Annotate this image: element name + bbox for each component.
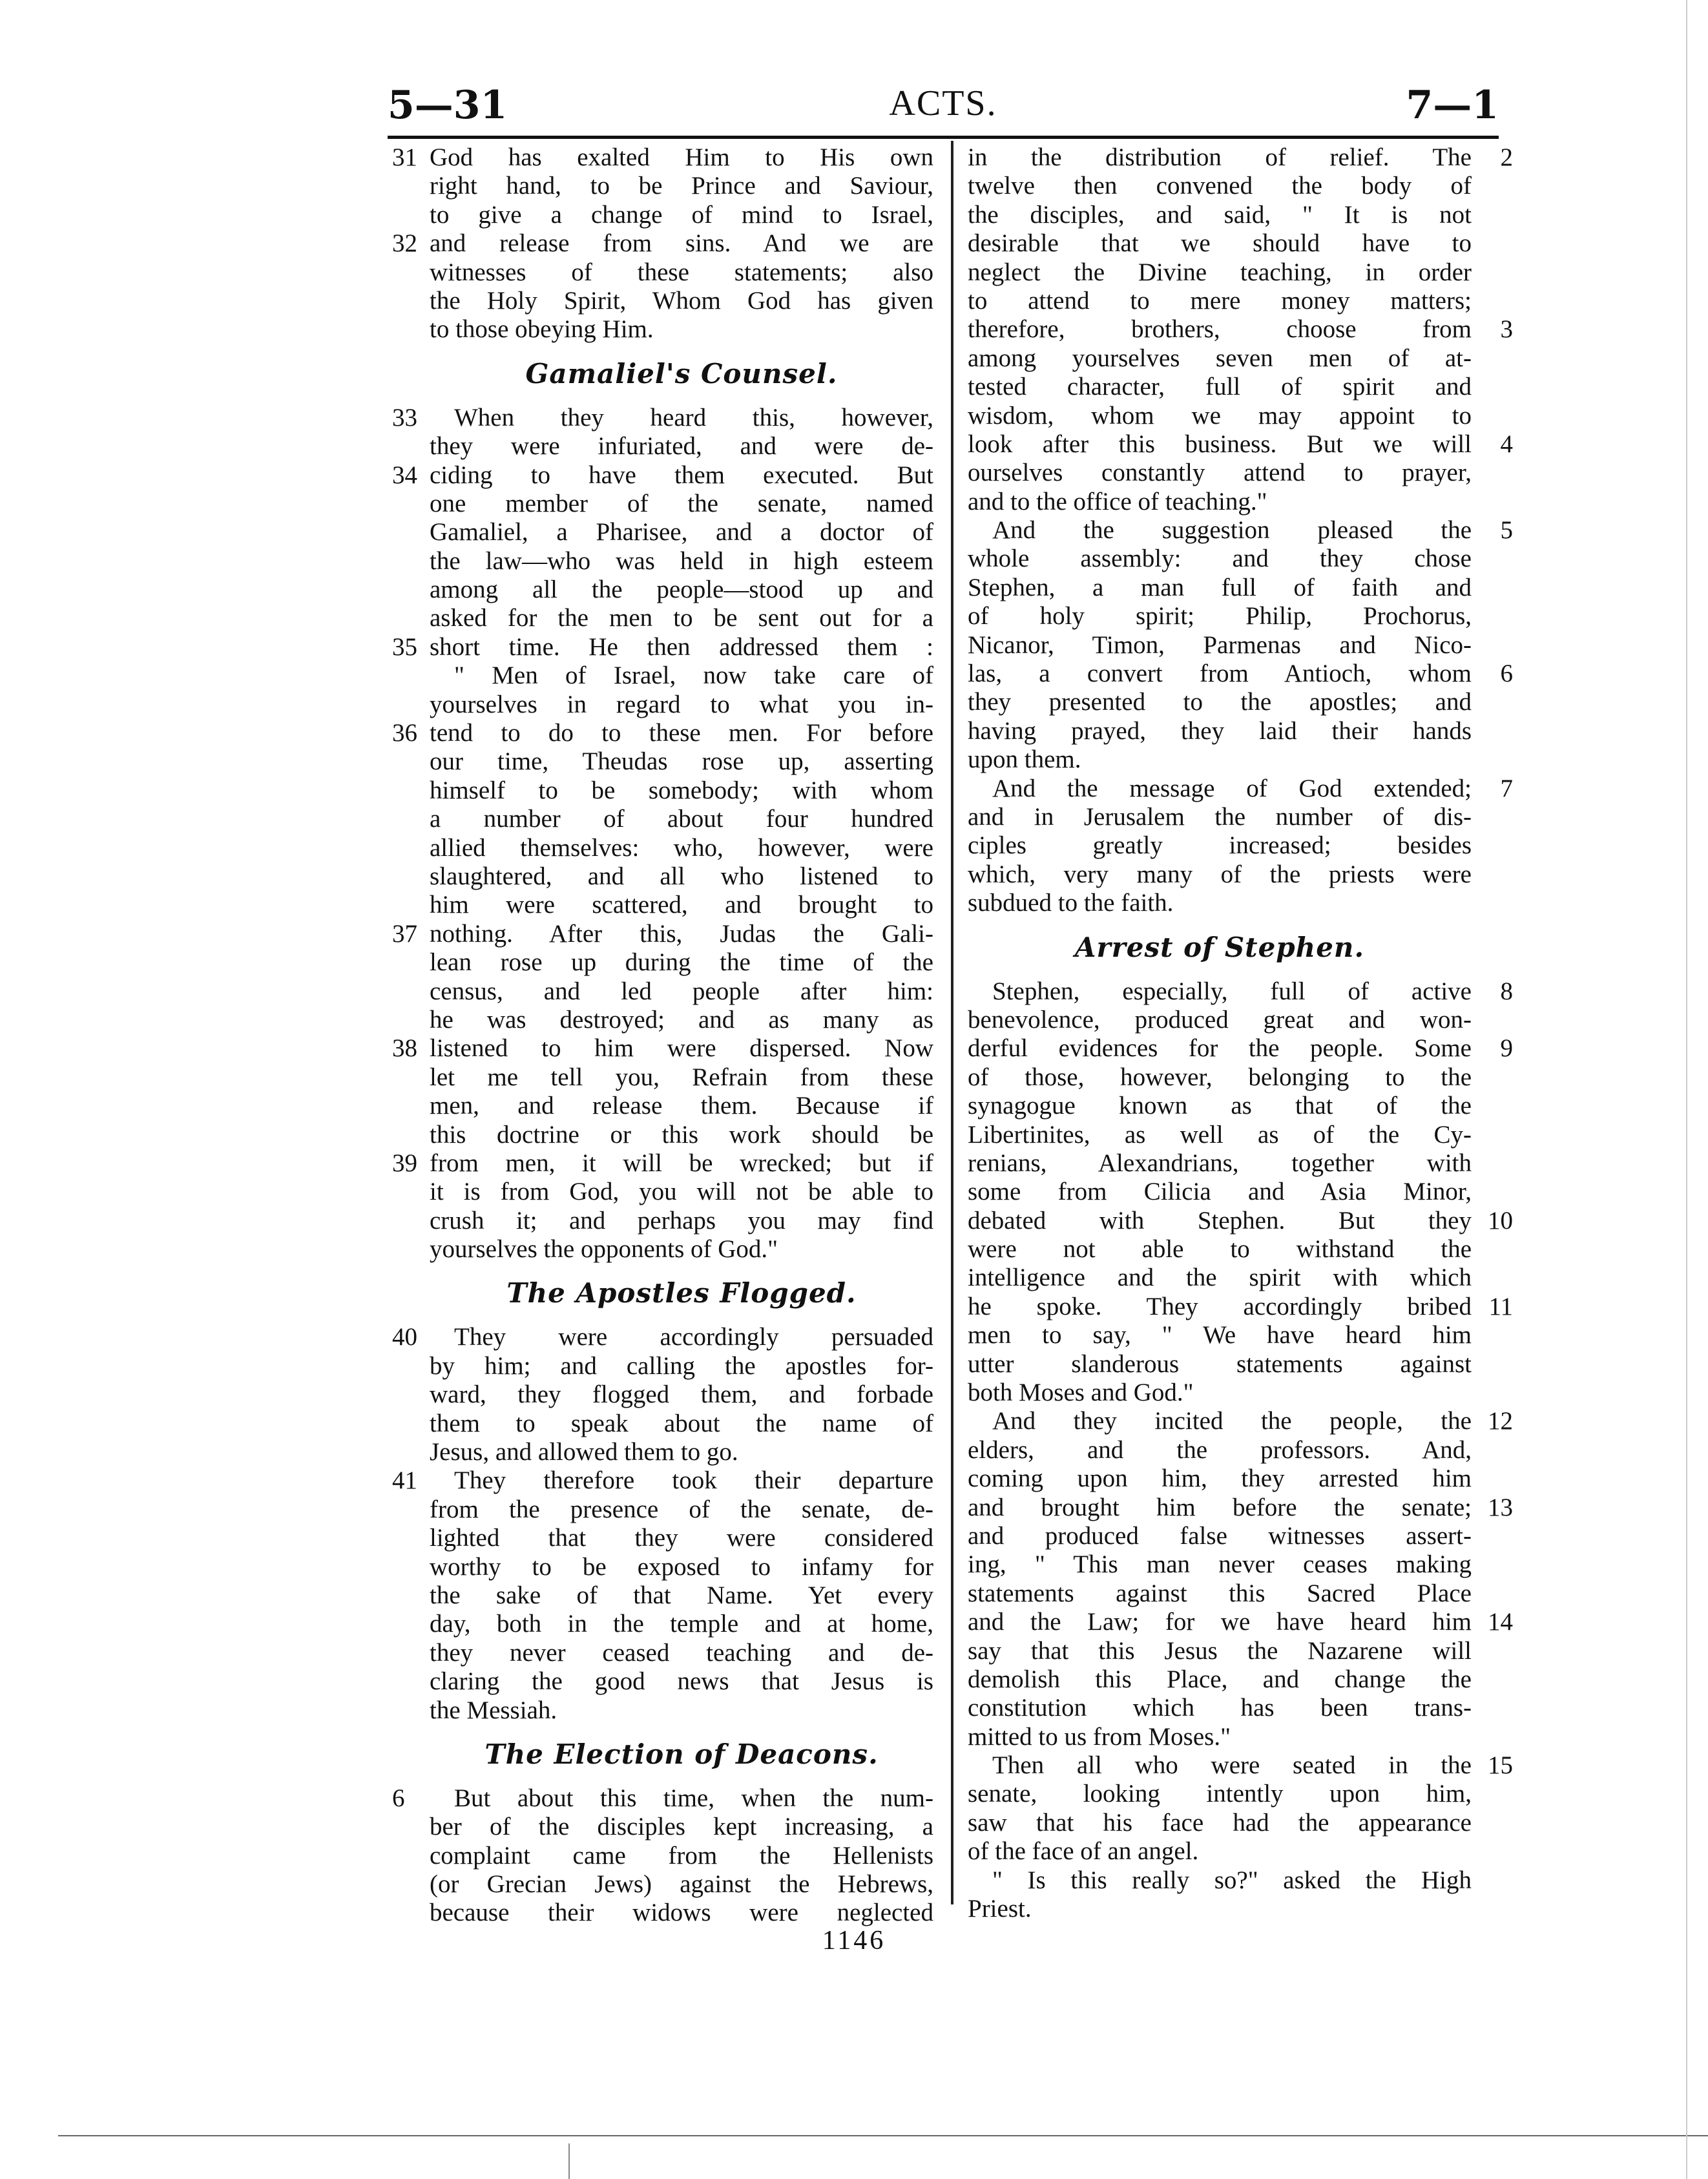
line-text: lighted that they were considered	[430, 1524, 933, 1552]
section-heading: The Apostles Flogged.	[506, 1277, 857, 1309]
text-line	[968, 574, 1472, 602]
line-text: saw that his face had the appearance	[968, 1808, 1472, 1837]
text-line	[430, 1842, 933, 1870]
verse-number: 36	[392, 719, 417, 747]
line-text: because their widows were neglected	[430, 1899, 933, 1927]
line-text: statements against this Sacred Place	[968, 1579, 1472, 1607]
line-text: ward, they flogged them, and forbade	[430, 1381, 933, 1409]
line-text: men to say, " We have heard him	[968, 1321, 1472, 1350]
text-line	[968, 977, 1513, 1006]
text-line	[430, 1235, 933, 1264]
line-text: benevolence, produced great and won-	[968, 1005, 1472, 1034]
text-line	[430, 948, 933, 977]
text-line	[968, 229, 1472, 258]
line-text: they were infuriated, and were de-	[430, 432, 933, 461]
text-line	[392, 229, 933, 258]
text-line	[968, 1063, 1472, 1092]
text-line	[968, 774, 1513, 803]
verse-number: 5	[1500, 516, 1513, 545]
line-text: of the face of an angel.	[968, 1837, 1199, 1866]
text-line	[392, 1034, 933, 1063]
line-text: and release from sins. And we are	[430, 229, 933, 258]
text-line	[430, 747, 933, 776]
line-text: Libertinites, as well as of the Cy-	[968, 1120, 1472, 1149]
verse-number: 34	[392, 461, 417, 489]
text-line	[968, 1264, 1472, 1292]
line-text: to give a change of mind to Israel,	[430, 200, 933, 229]
text-line	[968, 1637, 1472, 1665]
line-text: him were scattered, and brought to	[430, 891, 933, 919]
line-text: claring the good news that Jesus is	[430, 1667, 933, 1696]
text-line	[968, 688, 1472, 716]
line-text: senate, looking intently upon him,	[968, 1780, 1472, 1808]
line-text: Nicanor, Timon, Parmenas and Nico-	[968, 631, 1472, 659]
verse-number: 31	[392, 143, 417, 171]
verse-number: 33	[392, 403, 417, 432]
page-number: 1146	[822, 1926, 886, 1955]
line-text: and in Jerusalem the number of dis-	[968, 802, 1472, 831]
text-line	[968, 1580, 1472, 1608]
text-line	[430, 777, 933, 805]
line-text: They were accordingly persuaded	[454, 1323, 933, 1351]
text-line	[968, 344, 1472, 373]
text-line	[430, 691, 933, 719]
text-line	[968, 1866, 1472, 1895]
line-text: allied themselves: who, however, were	[430, 833, 933, 862]
text-line	[392, 1784, 933, 1813]
line-text: by him; and calling the apostles for-	[430, 1351, 933, 1380]
section-heading: Arrest of Stephen.	[1074, 931, 1365, 963]
header-rule	[388, 136, 1499, 139]
verse-number: 41	[392, 1466, 417, 1495]
text-line	[430, 604, 933, 632]
line-text: tested character, full of spirit and	[968, 373, 1472, 401]
line-text: both Moses and God."	[968, 1379, 1194, 1407]
text-line	[430, 1610, 933, 1638]
line-text: they presented to the apostles; and	[968, 688, 1472, 716]
text-line	[430, 891, 933, 919]
text-line	[392, 719, 933, 747]
line-text: of holy spirit; Philip, Prochorus,	[968, 602, 1472, 631]
line-text: one member of the senate, named	[430, 489, 933, 517]
line-text: this doctrine or this work should be	[430, 1120, 933, 1149]
text-line	[430, 1207, 933, 1235]
text-line	[968, 1235, 1472, 1264]
line-text: yourselves in regard to what you in-	[430, 690, 933, 718]
header-chapter-verse-start: 5—31	[388, 83, 508, 128]
line-text: to those obeying Him.	[430, 315, 654, 344]
text-line	[968, 1694, 1472, 1722]
verse-number: 6	[392, 1784, 405, 1812]
line-text: among yourselves seven men of at-	[968, 344, 1472, 372]
text-line	[392, 461, 933, 490]
line-text: he was destroyed; and as many as	[430, 1005, 933, 1034]
line-text: " Is this really so?" asked the High	[992, 1866, 1472, 1894]
line-text: subdued to the faith.	[968, 889, 1174, 917]
line-text: short time. He then addressed them :	[430, 632, 933, 661]
line-text: " Men of Israel, now take care of	[454, 662, 933, 690]
text-line	[968, 602, 1472, 631]
text-line	[430, 1813, 933, 1841]
text-line	[968, 831, 1472, 860]
text-line	[968, 1608, 1513, 1636]
text-line	[430, 1063, 933, 1092]
line-text: look after this business. But we will	[968, 430, 1472, 458]
text-line	[968, 1895, 1472, 1923]
text-line	[968, 373, 1472, 401]
line-text: the law—who was held in high esteem	[430, 547, 933, 575]
text-line	[968, 402, 1472, 430]
text-line	[430, 1006, 933, 1034]
text-line	[430, 1381, 933, 1409]
text-line	[392, 403, 933, 432]
text-line	[430, 172, 933, 200]
verse-number: 6	[1500, 660, 1513, 688]
line-text: ourselves constantly attend to prayer,	[968, 459, 1472, 487]
line-text: let me tell you, Refrain from these	[430, 1063, 933, 1091]
line-text: elders, and the professors. And,	[968, 1435, 1472, 1464]
text-line	[968, 717, 1472, 745]
text-line	[430, 287, 933, 315]
line-text: derful evidences for the people. Some	[968, 1034, 1472, 1063]
text-line	[430, 1178, 933, 1206]
verse-number: 2	[1500, 143, 1513, 171]
text-line	[430, 547, 933, 576]
line-text: Stephen, especially, full of active	[992, 977, 1472, 1005]
text-line	[968, 1522, 1472, 1550]
line-text: from men, it will be wrecked; but if	[430, 1149, 933, 1177]
text-line	[968, 1723, 1472, 1751]
right-column	[968, 143, 1513, 1923]
text-line	[968, 1407, 1513, 1435]
verse-number: 3	[1500, 315, 1513, 344]
line-text: And they incited the people, the	[992, 1407, 1472, 1435]
text-line	[430, 518, 933, 547]
line-text: crush it; and perhaps you may find	[430, 1206, 933, 1235]
text-line	[968, 1292, 1513, 1321]
line-text: (or Grecian Jews) against the Hebrews,	[430, 1870, 933, 1899]
line-text: slaughtered, and all who listened to	[430, 862, 933, 890]
text-line	[392, 1323, 933, 1351]
text-line	[968, 1206, 1513, 1235]
text-line	[430, 1696, 933, 1725]
line-text: men, and release them. Because if	[430, 1092, 933, 1120]
text-line	[430, 1667, 933, 1696]
line-text: upon them.	[968, 745, 1081, 774]
line-text: When they heard this, however,	[454, 403, 933, 432]
text-line	[430, 1639, 933, 1667]
line-text: Priest.	[968, 1895, 1032, 1923]
line-text: But about this time, when the num-	[454, 1784, 933, 1812]
text-line	[430, 1438, 933, 1466]
line-text: constitution which has been trans-	[968, 1694, 1472, 1722]
verse-number: 13	[1488, 1493, 1513, 1521]
line-text: Jesus, and allowed them to go.	[430, 1438, 738, 1466]
text-line	[968, 660, 1513, 688]
text-line	[430, 1121, 933, 1149]
text-line	[392, 919, 933, 948]
line-text: ing, " This man never ceases making	[968, 1550, 1472, 1579]
line-text: utter slanderous statements against	[968, 1350, 1472, 1378]
text-line	[430, 432, 933, 461]
line-text: whole assembly: and they chose	[968, 545, 1472, 573]
line-text: some from Cilicia and Asia Minor,	[968, 1178, 1472, 1206]
text-line	[392, 143, 933, 172]
verse-number: 37	[392, 919, 417, 948]
verse-number: 15	[1488, 1751, 1513, 1780]
line-text: the Messiah.	[430, 1696, 557, 1724]
text-line	[968, 201, 1472, 229]
line-text: they never ceased teaching and de-	[430, 1638, 933, 1667]
verse-number: 12	[1488, 1407, 1513, 1435]
text-line	[968, 545, 1472, 573]
text-line	[430, 315, 933, 344]
line-text: mitted to us from Moses."	[968, 1722, 1231, 1751]
text-line	[430, 977, 933, 1006]
text-line	[968, 143, 1513, 172]
text-line	[968, 1149, 1472, 1178]
line-text: the disciples, and said, " It is not	[968, 200, 1472, 229]
text-line	[430, 490, 933, 518]
line-text: Gamaliel, a Pharisee, and a doctor of	[430, 518, 933, 547]
verse-number: 7	[1500, 774, 1513, 802]
text-line	[968, 1493, 1513, 1522]
line-text: desirable that we should have to	[968, 229, 1472, 258]
text-line	[968, 1321, 1472, 1350]
line-text: it is from God, you will not be able to	[430, 1178, 933, 1206]
text-line	[392, 1466, 933, 1495]
line-text: from the presence of the senate, de-	[430, 1495, 933, 1523]
line-text: to attend to mere money matters;	[968, 286, 1472, 315]
line-text: They therefore took their departure	[454, 1466, 933, 1495]
line-text: God has exalted Him to His own	[430, 143, 933, 171]
line-text: among all the people—stood up and	[430, 576, 933, 604]
line-text: las, a convert from Antioch, whom	[968, 660, 1472, 688]
text-line	[968, 1436, 1472, 1465]
verse-number: 40	[392, 1323, 417, 1351]
line-text: day, both in the temple and at home,	[430, 1610, 933, 1638]
text-line	[392, 632, 933, 662]
line-text: and produced false witnesses assert-	[968, 1521, 1472, 1550]
line-text: tend to do to these men. For before	[430, 719, 933, 747]
line-text: synagogue known as that of the	[968, 1092, 1472, 1120]
header-chapter-verse-end: 7—1	[1406, 83, 1499, 128]
line-text: twelve then convened the body of	[968, 172, 1472, 200]
line-text: our time, Theudas rose up, asserting	[430, 747, 933, 776]
line-text: he spoke. They accordingly bribed	[968, 1292, 1472, 1320]
verse-number: 32	[392, 229, 417, 258]
line-text: the Holy Spirit, Whom God has given	[430, 286, 933, 315]
scan-edge-right	[1686, 0, 1687, 2179]
section-heading: Gamaliel's Counsel.	[525, 357, 838, 390]
line-text: worthy to be exposed to infamy for	[430, 1552, 933, 1581]
verse-number: 39	[392, 1149, 417, 1177]
line-text: ber of the disciples kept increasing, a	[430, 1813, 933, 1841]
text-line	[430, 662, 933, 690]
text-line	[968, 1751, 1513, 1780]
text-line	[430, 1352, 933, 1381]
text-line	[968, 1379, 1472, 1407]
section-heading: The Election of Deacons.	[484, 1738, 879, 1770]
line-text: asked for the men to be sent out for a	[430, 604, 933, 632]
line-text: and brought him before the senate;	[968, 1493, 1472, 1521]
line-text: yourselves the opponents of God."	[430, 1235, 778, 1264]
text-line	[968, 172, 1472, 200]
text-line	[430, 1524, 933, 1552]
scan-edge-line	[58, 2135, 1708, 2136]
line-text: witnesses of these statements; also	[430, 258, 933, 286]
text-line	[968, 1780, 1472, 1808]
line-text: and the Law; for we have heard him	[968, 1608, 1472, 1636]
text-line	[392, 1149, 933, 1178]
line-text: in the distribution of relief. The	[968, 143, 1472, 171]
line-text: wisdom, whom we may appoint to	[968, 401, 1472, 430]
text-line	[968, 1121, 1472, 1149]
line-text: demolish this Place, and change the	[968, 1665, 1472, 1693]
text-line	[430, 1870, 933, 1899]
verse-number: 11	[1488, 1292, 1513, 1320]
text-line	[968, 488, 1472, 516]
line-text: which, very many of the priests were	[968, 860, 1472, 888]
text-line	[430, 1553, 933, 1581]
line-text: having prayed, they laid their hands	[968, 716, 1472, 745]
text-line	[430, 834, 933, 862]
text-line	[430, 1581, 933, 1610]
text-line	[968, 1809, 1472, 1837]
line-text: lean rose up during the time of the	[430, 948, 933, 977]
line-text: listened to him were dispersed. Now	[430, 1034, 933, 1063]
verse-number: 4	[1500, 430, 1513, 458]
text-line	[968, 889, 1472, 917]
line-text: census, and led people after him:	[430, 977, 933, 1005]
scan-edge-tick	[568, 2143, 570, 2179]
text-line	[968, 258, 1472, 287]
line-text: say that this Jesus the Nazarene will	[968, 1636, 1472, 1665]
text-line	[968, 803, 1472, 831]
text-line	[968, 516, 1513, 545]
verse-number: 8	[1500, 977, 1513, 1005]
text-line	[968, 1178, 1472, 1206]
line-text: Then all who were seated in the	[992, 1751, 1472, 1780]
verse-number: 38	[392, 1034, 417, 1063]
line-text: coming upon him, they arrested him	[968, 1465, 1472, 1493]
text-line	[968, 1837, 1472, 1866]
verse-number: 9	[1500, 1034, 1513, 1063]
text-line	[968, 1665, 1472, 1694]
line-text: ciples greatly increased; besides	[968, 831, 1472, 860]
left-column	[392, 143, 933, 1928]
verse-number: 10	[1488, 1206, 1513, 1235]
text-line	[968, 860, 1472, 889]
column-divider	[951, 141, 953, 1904]
text-line	[430, 201, 933, 229]
text-line	[968, 1034, 1513, 1063]
line-text: complaint came from the Hellenists	[430, 1841, 933, 1870]
text-line	[430, 805, 933, 833]
text-line	[968, 315, 1513, 344]
text-line	[430, 1496, 933, 1524]
text-line	[968, 1350, 1472, 1379]
text-line	[968, 1092, 1472, 1120]
line-text: of those, however, belonging to the	[968, 1063, 1472, 1091]
text-line	[968, 745, 1472, 774]
text-line	[968, 430, 1513, 459]
text-line	[430, 576, 933, 604]
line-text: debated with Stephen. But they	[968, 1206, 1472, 1235]
line-text: renians, Alexandrians, together with	[968, 1149, 1472, 1177]
line-text: them to speak about the name of	[430, 1409, 933, 1437]
line-text: the sake of that Name. Yet every	[430, 1581, 933, 1609]
line-text: ciding to have them executed. But	[430, 461, 933, 489]
text-line	[968, 287, 1472, 315]
line-text: And the suggestion pleased the	[992, 516, 1472, 545]
line-text: were not able to withstand the	[968, 1235, 1472, 1264]
line-text: intelligence and the spirit with which	[968, 1264, 1472, 1292]
text-line	[968, 1465, 1472, 1493]
line-text: And the message of God extended;	[992, 774, 1472, 802]
line-text: therefore, brothers, choose from	[968, 315, 1472, 344]
text-line	[968, 631, 1472, 660]
text-line	[430, 1899, 933, 1927]
text-line	[430, 1092, 933, 1120]
header-book-title: ACTS.	[889, 83, 997, 123]
text-line	[430, 1410, 933, 1438]
line-text: nothing. After this, Judas the Gali-	[430, 919, 933, 948]
line-text: Stephen, a man full of faith and	[968, 573, 1472, 601]
text-line	[430, 862, 933, 891]
line-text: neglect the Divine teaching, in order	[968, 258, 1472, 286]
line-text: right hand, to be Prince and Saviour,	[430, 172, 933, 200]
verse-number: 35	[392, 632, 417, 661]
text-line	[430, 258, 933, 287]
text-line	[968, 1006, 1472, 1034]
line-text: himself to be somebody; with whom	[430, 776, 933, 804]
verse-number: 14	[1488, 1608, 1513, 1636]
text-line	[968, 459, 1472, 487]
text-line	[968, 1550, 1472, 1579]
line-text: and to the office of teaching."	[968, 487, 1267, 516]
line-text: a number of about four hundred	[430, 805, 933, 833]
